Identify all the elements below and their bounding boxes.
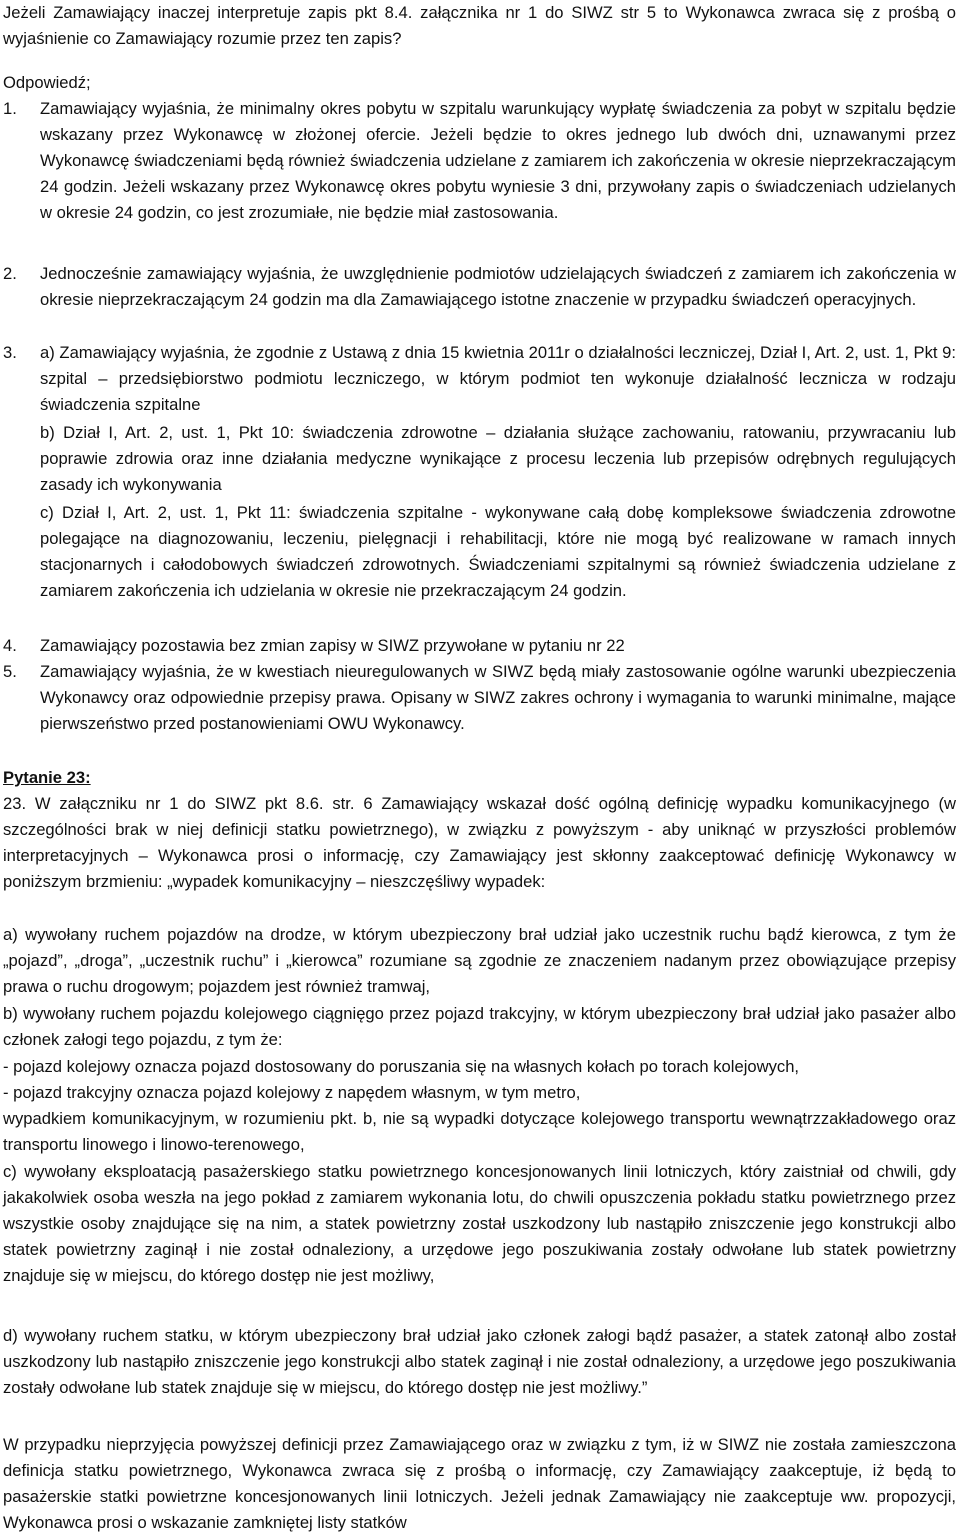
answer-item: a) Zamawiający wyjaśnia, że zgodnie z Ustawą z dnia 15 kwietnia 2011r o działalności leczniczej, Dział I, Art. 2, ust. 1, Pkt 9: szpital – przedsiębiorstwo podmiotu leczniczego, w którym podmiot ten wykonuje działalność lecznicza w rodzaju świadczenia szpitalne (40, 343, 956, 415)
definition-item-c: c) wywołany eksploatacją pasażerskiego statku powietrznego koncesjonowanych linii lotniczych, który zaistniał od chwili, gdy jakakolwiek osoba weszła na jego pokład z zamiarem wykonania lotu, do chwili opuszczenia pokładu statku powietrznego przez wszystkie osoby znajdujące się na nim, a statek powietrzny został uszkodzony lub nastąpiło zniszczenie jego konstrukcji albo statek powietrzny zaginął i nie został odnaleziony, a urzędowe jego poszukiwania zostały odwołane lub statek powietrzny znajduje się w miejscu, do którego dostęp nie jest możliwy, (3, 1162, 956, 1286)
answer-number: 5. (3, 662, 17, 681)
answer-number: 3. (3, 343, 17, 362)
answer-item: Zamawiający pozostawia bez zmian zapisy w SIWZ przywołane w pytaniu nr 22 (40, 636, 625, 655)
answer-number: 2. (3, 264, 17, 283)
previous-question-text: Jeżeli Zamawiający inaczej interpretuje zapis pkt 8.4. załącznika nr 1 do SIWZ str 5 to Wykonawca zwraca się z prośbą o wyjaśnienie co Zamawiający rozumie przez ten zapis? (3, 3, 956, 49)
definition-item-a: a) wywołany ruchem pojazdów na drodze, w którym ubezpieczony brał udział jako uczestnik ruchu bądź kierowca, z tym że „pojazd”, „droga”, „uczestnik ruchu” i „kierowca” rozumiane są zgodnie ze znaczeniem nadanym przez obowiązujące przepisy prawa o ruchu drogowym; pojazdem jest również tramwaj, (3, 925, 956, 997)
answer-item: Zamawiający wyjaśnia, że w kwestiach nieuregulowanych w SIWZ będą miały zastosowanie ogólne warunki ubezpieczenia Wykonawcy oraz odpowiednie przepisy prawa. Opisany w SIWZ zakres ochrony i wymagania to warunki minimalne, mające pierwszeństwo przed postanowieniami OWU Wykonawcy. (40, 662, 956, 734)
question-heading: Pytanie 23: (3, 768, 91, 787)
definition-item-b: b) wywołany ruchem pojazdu kolejowego ciągnięgo przez pojazd trakcyjny, w którym ubezpieczony brał udział jako pasażer albo członek załogi tego pojazdu, z tym że: (3, 1004, 956, 1050)
answer-number: 1. (3, 99, 17, 118)
answer-number: 4. (3, 636, 17, 655)
answer-subitem: c) Dział I, Art. 2, ust. 1, Pkt 11: świadczenia szpitalne - wykonywane całą dobę kompleksowe świadczenia zdrowotne polegające na diagnozowaniu, leczeniu, pielęgnacji i rehabilitacji, które nie mogą być realizowane w ramach innych stacjonarnych i całodobowych świadczeń zdrowotnych. Świadczeniami szpitalnymi są również świadczenia udzielane z zamiarem zakończenia ich udzielania w okresie nie przekraczającym 24 godzin. (40, 503, 956, 601)
definition-note: wypadkiem komunikacyjnym, w rozumieniu pkt. b, nie są wypadki dotyczące kolejowego transportu wewnątrzzakładowego oraz transportu linowego i linowo-terenowego, (3, 1109, 956, 1155)
answer-subitem: b) Dział I, Art. 2, ust. 1, Pkt 10: świadczenia zdrowotne – działania służące zachowaniu, ratowaniu, przywracaniu lub poprawie zdrowia oraz inne działania medyczne wynikające z procesu leczenia lub przepisów odrębnych regulujących zasady ich wykonywania (40, 423, 956, 495)
answer-label: Odpowiedź; (3, 73, 91, 92)
answer-item: Zamawiający wyjaśnia, że minimalny okres pobytu w szpitalu warunkujący wypłatę świadczenia za pobyt w szpitalu będzie wskazany przez Wykonawcę w złożonej ofercie. Jeżeli będzie to okres jednego lub dwóch dni, uznawanymi przez Wykonawcę świadczeniami będą również świadczenia udzielane z zamiarem ich zakończenia w okresie nieprzekraczającym 24 godzin. Jeżeli wskazany przez Wykonawcę okres pobytu wyniesie 3 dni, przywołany zapis o świadczeniach udzielanych w okresie 24 godzin, co jest zrozumiałe, nie będzie miał zastosowania. (40, 99, 956, 223)
definition-subitem: - pojazd kolejowy oznacza pojazd dostosowany do poruszania się na własnych kołach po torach kolejowych, (3, 1057, 800, 1076)
definition-subitem: - pojazd trakcyjny oznacza pojazd kolejowy z napędem własnym, w tym metro, (3, 1083, 581, 1102)
question-closing-paragraph: W przypadku nieprzyjęcia powyższej definicji przez Zamawiającego oraz w związku z tym, iż w SIWZ nie została zamieszczona definicja statku powietrznego, Wykonawca zwraca się z prośbą o informację, czy Zamawiający zaakceptuje, iż będą to pasażerskie statki powietrzne koncesjonowanych linii lotniczych. Jeżeli jednak Zamawiający nie zaakceptuje ww. propozycji, Wykonawca prosi o wskazanie zamkniętej listy statków (3, 1435, 956, 1533)
question-paragraph: 23. W załączniku nr 1 do SIWZ pkt 8.6. str. 6 Zamawiający wskazał dość ogólną definicję wypadku komunikacyjnego (w szczególności brak w niej definicji statku powietrznego), w związku z powyższym - aby uniknąć w przyszłości problemów interpretacyjnych – Wykonawca prosi o informację, czy Zamawiający jest skłonny zaakceptować definicję Wykonawcy w poniższym brzmieniu: „wypadek komunikacyjny – nieszczęśliwy wypadek: (3, 794, 956, 892)
answer-item: Jednocześnie zamawiający wyjaśnia, że uwzględnienie podmiotów udzielających świadczeń z zamiarem ich zakończenia w okresie nieprzekraczającym 24 godzin ma dla Zamawiającego istotne znaczenie w przypadku świadczeń operacyjnych. (40, 264, 956, 310)
definition-item-d: d) wywołany ruchem statku, w którym ubezpieczony brał udział jako członek załogi bądź pasażer, a statek zatonął albo został uszkodzony lub nastąpiło zniszczenie jego konstrukcji albo statek zaginął i nie został odnaleziony, a urzędowe jego poszukiwania zostały odwołane lub statek znajduje się w miejscu, do którego dostęp nie jest możliwy.” (3, 1326, 956, 1398)
